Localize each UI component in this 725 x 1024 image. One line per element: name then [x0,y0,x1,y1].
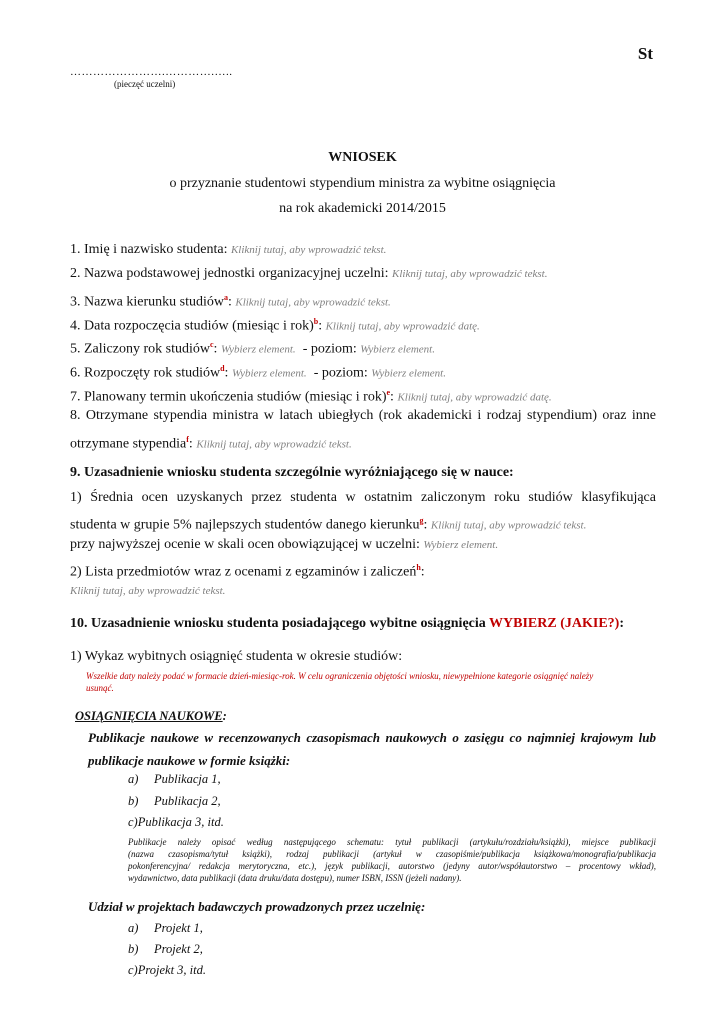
project-item [128,921,203,936]
list-marker: c) [128,963,138,977]
heading-colon: : [222,709,227,723]
section-9-p1-line1: 1) Średnia ocen uzyskanych przez studenta w ostatnim zaliczonym roku studiów klasyfikująca [70,490,656,505]
field-completed-year: 5. Zaliczony rok studiów$^c$: Wybierz element. - poziom: Wybierz element. [70,340,435,357]
section-10-p1: 1) Wykaz wybitnych osiągnięć studenta w okresie studiów: [70,649,403,664]
level-label: - poziom: [313,365,368,381]
list-marker: c) [128,815,138,829]
section-9-p1-line2: studenta w grupie 5% najlepszych studentów danego kierunku$^g$: Kliknij tutaj, aby wprowadzić tekst. [70,516,587,533]
average-grade-input[interactable]: Kliknij tutaj, aby wprowadzić tekst. [430,519,587,532]
seal-dotted-line: …………………….………….….. [70,66,233,78]
field-label: 3. Nazwa kierunku studiów [70,294,224,310]
student-name-input[interactable]: Kliknij tutaj, aby wprowadzić tekst. [230,244,387,256]
section-10-heading [70,614,656,633]
project-text: Projekt 3, itd. [137,963,206,977]
field-label: 7. Planowany termin ukończenia studiów (miesiąc i rok) [70,389,387,405]
unit-name-input[interactable]: Kliknij tutaj, aby wprowadzić tekst. [392,268,548,280]
field-start-date: 4. Data rozpoczęcia studiów (miesiąc i rok)$^b$: Kliknij tutaj, aby wprowadzić datę. [70,317,480,334]
publications-note-line3: pokonferencyjna/ redakcja merytoryczna, etc.), język publikacji, autorstwo (jedyny autor/współautorstwo – procentowy wkład), [128,861,656,871]
publication-text: Publikacja 3, itd. [137,815,224,829]
paragraph-text: studenta w grupie 5% najlepszych studentów danego kierunku [70,517,420,533]
field-of-study-input[interactable]: Kliknij tutaj, aby wprowadzić tekst. [235,296,391,309]
publication-item [128,815,224,830]
publications-note-line2: (nazwa czasopisma/tytuł książki), rodzaj publikacji (artykuł w czasopiśmie/publikacja książkowa/monografia/publikacja [128,849,656,859]
started-year-dropdown[interactable]: Wybierz element. [231,367,307,380]
footnote-marker: h [416,563,421,572]
heading-text: OSIĄGNIĘCIA NAUKOWE [75,709,223,723]
planned-end-date-picker[interactable]: Kliknij tutaj, aby wprowadzić datę. [397,391,552,404]
footnote-marker: c [209,340,214,349]
footnote-marker: d [220,364,225,373]
publication-text: Publikacja 1, [154,772,221,786]
publications-heading-line2: publikacje naukowe w formie książki: [88,753,291,768]
list-marker: a) [128,921,139,935]
start-date-picker[interactable]: Kliknij tutaj, aby wprowadzić datę. [325,320,480,333]
section-9-heading: 9. Uzasadnienie wniosku studenta szczególnie wyróżniającego się w nauce: [70,465,514,480]
completed-level-dropdown[interactable]: Wybierz element. [360,343,435,356]
footnote-marker: e [386,388,391,397]
field-label: 4. Data rozpoczęcia studiów (miesiąc i rok) [70,318,314,334]
project-text: Projekt 2, [154,942,203,956]
achievement-type-dropdown[interactable]: WYBIERZ (JAKIE?) [489,616,620,631]
list-marker: b) [128,942,139,956]
grade-scale-dropdown[interactable]: Wybierz element. [423,539,499,551]
paragraph-text: 2) Lista przedmiotów wraz z ocenami z egzaminów i zaliczeń [70,564,417,580]
footnote-marker: g [419,516,424,525]
started-level-dropdown[interactable]: Wybierz element. [371,367,446,380]
paragraph-text: przy najwyższej ocenie w skali ocen obowiązującej w uczelni: [70,537,420,552]
dates-note-line2: usunąć. [86,683,114,693]
footnote-marker: f [186,435,189,444]
field-field-of-study: 3. Nazwa kierunku studiów$^a$: Kliknij tutaj, aby wprowadzić tekst. [70,293,391,310]
section-9-p2-value [70,581,656,601]
section-9-p2: 2) Lista przedmiotów wraz z ocenami z egzaminów i zaliczeń$^h$: [70,563,425,580]
seal-label: (pieczęć uczelni) [114,79,176,89]
publication-item [128,794,221,809]
academic-year: na rok akademicki 2014/2015 [279,201,446,216]
publication-item [128,772,221,787]
previous-scholarships-input[interactable]: Kliknij tutaj, aby wprowadzić tekst. [196,438,352,451]
list-marker: a) [128,772,139,786]
field-previous-scholarships: otrzymane stypendia$^f$: Kliknij tutaj, aby wprowadzić tekst. [70,435,352,452]
field-planned-end: 7. Planowany termin ukończenia studiów (miesiąc i rok)$^e$: Kliknij tutaj, aby wprowadzić datę. [70,388,552,405]
field-label: 2. Nazwa podstawowej jednostki organizacyjnej uczelni: [70,266,389,281]
publications-heading-line1: Publikacje naukowe w recenzowanych czasopismach naukowych o zasięgu co najmniej krajowym lub [88,730,656,745]
list-marker: b) [128,794,139,808]
project-item [128,963,206,978]
document-subtitle: o przyznanie studentowi stypendium ministra za wybitne osiągnięcia [169,176,556,191]
field-previous-scholarships-label: 8. Otrzymane stypendia ministra w latach ubiegłych (rok akademicki i rodzaj stypendium) oraz inne [70,408,656,423]
publications-note-line1: Publikacje należy opisać według następującego schematu: tytuł publikacji (artykułu/rozdziału/książki), miejsce publikacji [128,837,656,847]
achievements-heading [75,707,661,726]
field-label: 6. Rozpoczęty rok studiów [70,365,221,381]
heading-colon: : [619,616,624,631]
field-label: 5. Zaliczony rok studiów [70,341,210,357]
publications-note-line4: wydawnictwo, data publikacji (data druku/data dostępu), numer ISBN, ISSN (jeżeli nadany). [128,873,462,883]
field-student-name [70,240,656,260]
field-label: otrzymane stypendia [70,436,187,452]
courses-list-input[interactable]: Kliknij tutaj, aby wprowadzić tekst. [70,585,226,597]
document-title: WNIOSEK [328,150,397,165]
heading-text: 10. Uzasadnienie wniosku studenta posiadającego wybitne osiągnięcia [70,616,486,631]
field-label: 1. Imię i nazwisko studenta: [70,242,228,257]
completed-year-dropdown[interactable]: Wybierz element. [220,343,296,356]
field-started-year: 6. Rozpoczęty rok studiów$^d$: Wybierz element. - poziom: Wybierz element. [70,364,446,381]
footnote-marker: b [313,317,319,326]
document-code: St [637,44,653,63]
project-item [128,942,203,957]
projects-heading: Udział w projektach badawczych prowadzonych przez uczelnię: [88,899,426,914]
footnote-marker: a [223,293,228,302]
level-label: - poziom: [302,341,357,357]
dates-note-line1: Wszelkie daty należy podać w formacie dzień-miesiąc-rok. W celu ograniczenia objętości wniosku, niewypełnione kategorie osiągnięć należy [86,671,594,681]
section-9-p1-line3 [70,535,656,555]
field-unit-name [70,264,656,284]
publication-text: Publikacja 2, [154,794,221,808]
project-text: Projekt 1, [154,921,203,935]
